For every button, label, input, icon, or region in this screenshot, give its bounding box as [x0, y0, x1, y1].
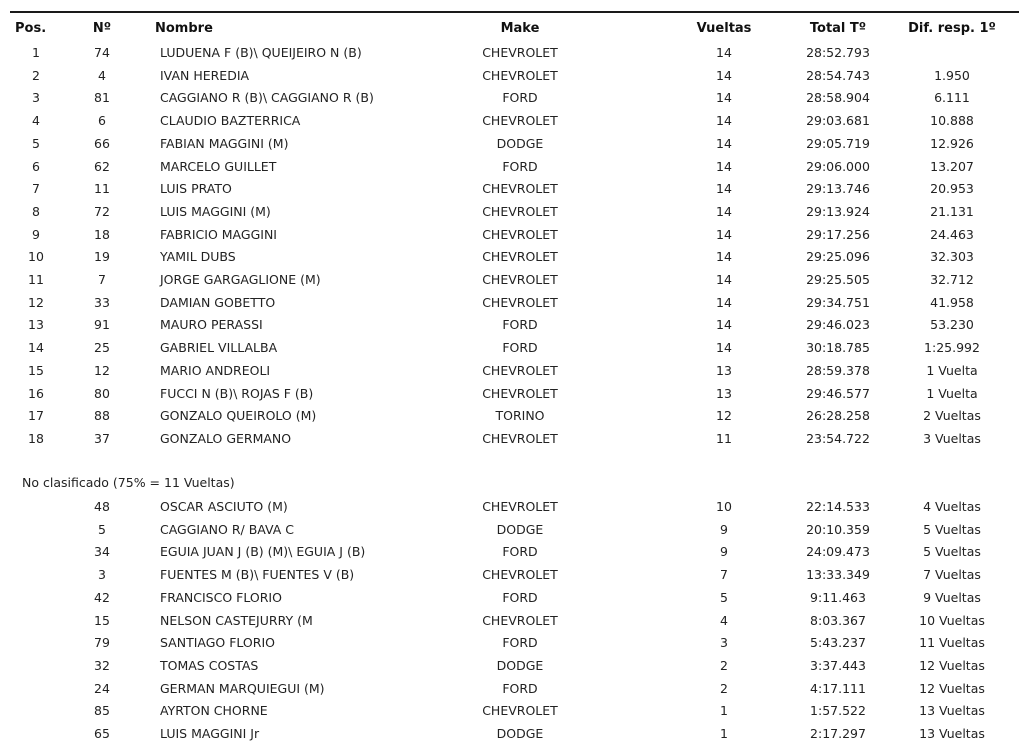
- cell-make: DODGE: [496, 521, 544, 537]
- cell-name: MAURO PERASSI: [160, 317, 263, 333]
- cell-num: 37: [94, 430, 110, 446]
- cell-pos: 9: [32, 226, 40, 242]
- cell-diff: 9 Vueltas: [923, 589, 981, 605]
- cell-time: 28:54.743: [806, 67, 870, 83]
- cell-laps: 14: [716, 249, 732, 265]
- cell-make: CHEVROLET: [482, 272, 558, 287]
- cell-num: 7: [98, 272, 106, 287]
- table-row: [0, 723, 1024, 745]
- cell-diff: 7 Vueltas: [923, 567, 981, 583]
- cell-name: EGUIA JUAN J (B) (M)\ EGUIA J (B): [160, 544, 366, 560]
- cell-pos: 12: [28, 294, 44, 310]
- cell-laps: 12: [716, 408, 732, 424]
- cell-time: 2:17.297: [810, 726, 866, 741]
- cell-make: FORD: [502, 635, 538, 651]
- table-row: [0, 632, 1024, 654]
- cell-time: 30:18.785: [806, 340, 870, 356]
- cell-make: FORD: [502, 340, 538, 356]
- header-time: Total Tº: [809, 21, 867, 36]
- cell-pos: 6: [32, 158, 40, 174]
- header-name: Nombre: [155, 21, 213, 36]
- cell-num: 19: [94, 249, 110, 265]
- cell-num: 48: [94, 499, 110, 514]
- cell-num: 5: [98, 521, 106, 537]
- cell-pos: 3: [32, 90, 40, 106]
- cell-laps: 14: [716, 294, 732, 310]
- cell-time: 22:14.533: [806, 499, 870, 514]
- table-header: [0, 18, 1024, 40]
- cell-diff: 32.712: [930, 272, 974, 287]
- header-make: Make: [500, 21, 540, 36]
- cell-pos: 10: [28, 249, 44, 265]
- cell-name: OSCAR ASCIUTO (M): [160, 499, 288, 514]
- cell-diff: 12.926: [930, 135, 974, 151]
- cell-pos: 8: [32, 203, 40, 219]
- cell-pos: 4: [32, 113, 40, 129]
- cell-time: 24:09.473: [806, 544, 870, 560]
- cell-num: 72: [94, 203, 110, 219]
- cell-name: GERMAN MARQUIEGUI (M): [160, 680, 325, 696]
- cell-laps: 14: [716, 340, 732, 356]
- cell-diff: 1 Vuelta: [926, 385, 978, 401]
- cell-laps: 2: [720, 680, 728, 696]
- cell-laps: 14: [716, 113, 732, 129]
- cell-diff: 12 Vueltas: [919, 657, 985, 673]
- cell-time: 29:25.505: [806, 272, 870, 287]
- cell-num: 3: [98, 567, 106, 583]
- cell-make: CHEVROLET: [482, 45, 558, 60]
- cell-name: MARCELO GUILLET: [160, 158, 277, 174]
- cell-name: MARIO ANDREOLI: [160, 362, 271, 378]
- cell-make: CHEVROLET: [482, 249, 558, 265]
- cell-name: CLAUDIO BAZTERRICA: [160, 113, 301, 129]
- table-row: [0, 156, 1024, 178]
- table-row: [0, 564, 1024, 586]
- cell-pos: 1: [32, 45, 40, 60]
- table-row: [0, 541, 1024, 563]
- cell-name: GONZALO GERMANO: [160, 430, 292, 446]
- table-row: [0, 519, 1024, 541]
- cell-laps: 3: [720, 635, 728, 651]
- cell-make: CHEVROLET: [482, 567, 558, 583]
- cell-diff: 1.950: [934, 67, 970, 83]
- cell-pos: 7: [32, 181, 40, 197]
- cell-diff: 24.463: [930, 226, 974, 242]
- cell-diff: 32.303: [930, 249, 974, 265]
- table-row: [0, 360, 1024, 382]
- cell-time: 1:57.522: [810, 703, 866, 719]
- cell-make: FORD: [502, 589, 538, 605]
- cell-num: 65: [94, 726, 110, 741]
- cell-laps: 5: [720, 589, 728, 605]
- cell-make: CHEVROLET: [482, 703, 558, 719]
- table-row: [0, 110, 1024, 132]
- cell-laps: 9: [720, 544, 728, 560]
- cell-name: LUIS PRATO: [160, 181, 232, 197]
- cell-num: 12: [94, 362, 110, 378]
- cell-laps: 14: [716, 90, 732, 106]
- cell-diff: 2 Vueltas: [923, 408, 981, 424]
- cell-make: DODGE: [496, 135, 544, 151]
- cell-time: 4:17.111: [810, 680, 866, 696]
- cell-make: FORD: [502, 158, 538, 174]
- cell-name: DAMIAN GOBETTO: [160, 294, 276, 310]
- cell-num: 34: [94, 544, 110, 560]
- cell-name: YAMIL DUBS: [160, 249, 236, 265]
- cell-name: IVAN HEREDIA: [160, 67, 250, 83]
- cell-make: CHEVROLET: [482, 294, 558, 310]
- cell-name: LUIS MAGGINI Jr: [160, 726, 260, 741]
- table-row: [0, 383, 1024, 405]
- cell-name: FUCCI N (B)\ ROJAS F (B): [160, 385, 314, 401]
- cell-num: 85: [94, 703, 110, 719]
- cell-name: LUDUENA F (B)\ QUEIJEIRO N (B): [160, 45, 362, 60]
- header-pos: Pos.: [15, 21, 47, 36]
- cell-laps: 14: [716, 45, 732, 60]
- cell-make: CHEVROLET: [482, 113, 558, 129]
- cell-time: 29:13.924: [806, 203, 870, 219]
- cell-make: CHEVROLET: [482, 203, 558, 219]
- cell-laps: 14: [716, 272, 732, 287]
- cell-pos: 13: [28, 317, 44, 333]
- cell-pos: 2: [32, 67, 40, 83]
- cell-time: 28:52.793: [806, 45, 870, 60]
- table-row: [0, 87, 1024, 109]
- cell-time: 29:03.681: [806, 113, 870, 129]
- cell-num: 66: [94, 135, 110, 151]
- cell-time: 9:11.463: [810, 589, 866, 605]
- cell-diff: 21.131: [930, 203, 974, 219]
- table-row: [0, 292, 1024, 314]
- cell-time: 20:10.359: [806, 521, 870, 537]
- cell-num: 42: [94, 589, 110, 605]
- cell-time: 5:43.237: [810, 635, 866, 651]
- cell-name: FUENTES M (B)\ FUENTES V (B): [160, 567, 355, 583]
- cell-diff: 3 Vueltas: [923, 430, 981, 446]
- cell-laps: 9: [720, 521, 728, 537]
- cell-make: DODGE: [496, 657, 544, 673]
- cell-time: 29:13.746: [806, 181, 870, 197]
- cell-num: 11: [94, 181, 110, 197]
- cell-num: 79: [94, 635, 110, 651]
- cell-laps: 11: [716, 430, 732, 446]
- cell-make: CHEVROLET: [482, 362, 558, 378]
- cell-num: 24: [94, 680, 110, 696]
- cell-laps: 14: [716, 158, 732, 174]
- cell-time: 29:46.577: [806, 385, 870, 401]
- cell-name: GABRIEL VILLALBA: [160, 340, 278, 356]
- cell-num: 81: [94, 90, 110, 106]
- cell-time: 29:34.751: [806, 294, 870, 310]
- cell-time: 26:28.258: [806, 408, 870, 424]
- cell-time: 28:59.378: [806, 362, 870, 378]
- cell-num: 74: [94, 45, 110, 60]
- cell-make: FORD: [502, 90, 538, 106]
- cell-name: FRANCISCO FLORIO: [160, 589, 282, 605]
- cell-num: 25: [94, 340, 110, 356]
- table-row: [0, 65, 1024, 87]
- table-row: [0, 224, 1024, 246]
- cell-diff: 13.207: [930, 158, 974, 174]
- cell-diff: 41.958: [930, 294, 974, 310]
- cell-diff: 13 Vueltas: [919, 703, 985, 719]
- table-row: [0, 269, 1024, 291]
- cell-pos: 11: [28, 272, 44, 287]
- cell-name: AYRTON CHORNE: [160, 703, 268, 719]
- cell-make: DODGE: [496, 726, 544, 741]
- header-num: Nº: [92, 21, 112, 36]
- table-row: [0, 42, 1024, 64]
- table-row: [0, 133, 1024, 155]
- cell-diff: 1 Vuelta: [926, 362, 978, 378]
- cell-make: FORD: [502, 544, 538, 560]
- cell-num: 15: [94, 612, 110, 628]
- cell-name: TOMAS COSTAS: [160, 657, 259, 673]
- table-row: [0, 246, 1024, 268]
- cell-name: LUIS MAGGINI (M): [160, 203, 271, 219]
- table-row: [0, 178, 1024, 200]
- cell-diff: 5 Vueltas: [923, 544, 981, 560]
- cell-pos: 15: [28, 362, 44, 378]
- cell-laps: 14: [716, 181, 732, 197]
- cell-name: SANTIAGO FLORIO: [160, 635, 275, 651]
- cell-make: CHEVROLET: [482, 385, 558, 401]
- cell-laps: 4: [720, 612, 728, 628]
- cell-num: 18: [94, 226, 110, 242]
- cell-time: 23:54.722: [806, 430, 870, 446]
- cell-num: 91: [94, 317, 110, 333]
- cell-diff: 12 Vueltas: [919, 680, 985, 696]
- cell-diff: 4 Vueltas: [923, 499, 981, 514]
- cell-name: CAGGIANO R (B)\ CAGGIANO R (B): [160, 90, 374, 106]
- table-row: [0, 337, 1024, 359]
- cell-make: CHEVROLET: [482, 430, 558, 446]
- cell-num: 80: [94, 385, 110, 401]
- cell-laps: 14: [716, 135, 732, 151]
- cell-make: FORD: [502, 317, 538, 333]
- cell-time: 29:17.256: [806, 226, 870, 242]
- cell-pos: 18: [28, 430, 44, 446]
- cell-laps: 14: [716, 226, 732, 242]
- cell-num: 88: [94, 408, 110, 424]
- cell-time: 13:33.349: [806, 567, 870, 583]
- cell-pos: 5: [32, 135, 40, 151]
- cell-time: 28:58.904: [806, 90, 870, 106]
- table-row: [0, 655, 1024, 677]
- cell-diff: 11 Vueltas: [919, 635, 985, 651]
- cell-laps: 13: [716, 362, 732, 378]
- cell-diff: 6.111: [934, 90, 970, 106]
- cell-laps: 14: [716, 67, 732, 83]
- cell-time: 29:46.023: [806, 317, 870, 333]
- cell-pos: 14: [28, 340, 44, 356]
- cell-diff: 53.230: [930, 317, 974, 333]
- cell-name: JORGE GARGAGLIONE (M): [160, 272, 321, 287]
- cell-make: CHEVROLET: [482, 226, 558, 242]
- cell-make: TORINO: [495, 408, 545, 424]
- cell-diff: 10 Vueltas: [919, 612, 985, 628]
- cell-make: CHEVROLET: [482, 612, 558, 628]
- table-row: [0, 405, 1024, 427]
- cell-num: 62: [94, 158, 110, 174]
- cell-diff: 20.953: [930, 181, 974, 197]
- cell-name: NELSON CASTEJURRY (M: [160, 612, 313, 628]
- cell-laps: 7: [720, 567, 728, 583]
- cell-laps: 10: [716, 499, 732, 514]
- table-row: [0, 610, 1024, 632]
- table-row: [0, 587, 1024, 609]
- cell-num: 33: [94, 294, 110, 310]
- cell-time: 3:37.443: [810, 657, 866, 673]
- table-row: [0, 678, 1024, 700]
- cell-time: 29:25.096: [806, 249, 870, 265]
- cell-name: FABIAN MAGGINI (M): [160, 135, 289, 151]
- cell-name: FABRICIO MAGGINI: [160, 226, 277, 242]
- cell-laps: 14: [716, 317, 732, 333]
- cell-diff: 5 Vueltas: [923, 521, 981, 537]
- table-row: [0, 314, 1024, 336]
- header-laps: Vueltas: [696, 21, 752, 36]
- cell-pos: 17: [28, 408, 44, 424]
- cell-laps: 13: [716, 385, 732, 401]
- cell-diff: 13 Vueltas: [919, 726, 985, 741]
- header-rule: [10, 11, 1019, 13]
- unclassified-title: No clasificado (75% = 11 Vueltas): [22, 475, 235, 490]
- cell-pos: 16: [28, 385, 44, 401]
- cell-time: 29:05.719: [806, 135, 870, 151]
- cell-make: CHEVROLET: [482, 67, 558, 83]
- table-row: [0, 496, 1024, 518]
- cell-laps: 14: [716, 203, 732, 219]
- table-row: [0, 201, 1024, 223]
- table-row: [0, 700, 1024, 722]
- cell-diff: 1:25.992: [924, 340, 980, 356]
- cell-make: CHEVROLET: [482, 181, 558, 197]
- table-row: [0, 428, 1024, 450]
- cell-make: CHEVROLET: [482, 499, 558, 514]
- cell-name: GONZALO QUEIROLO (M): [160, 408, 317, 424]
- cell-name: CAGGIANO R/ BAVA C: [160, 521, 295, 537]
- cell-make: FORD: [502, 680, 538, 696]
- cell-time: 29:06.000: [806, 158, 870, 174]
- cell-num: 4: [98, 67, 106, 83]
- cell-laps: 1: [720, 703, 728, 719]
- cell-num: 6: [98, 113, 106, 129]
- cell-num: 32: [94, 657, 110, 673]
- cell-laps: 1: [720, 726, 728, 741]
- cell-time: 8:03.367: [810, 612, 866, 628]
- cell-laps: 2: [720, 657, 728, 673]
- cell-diff: 10.888: [930, 113, 974, 129]
- header-diff: Dif. resp. 1º: [908, 21, 996, 36]
